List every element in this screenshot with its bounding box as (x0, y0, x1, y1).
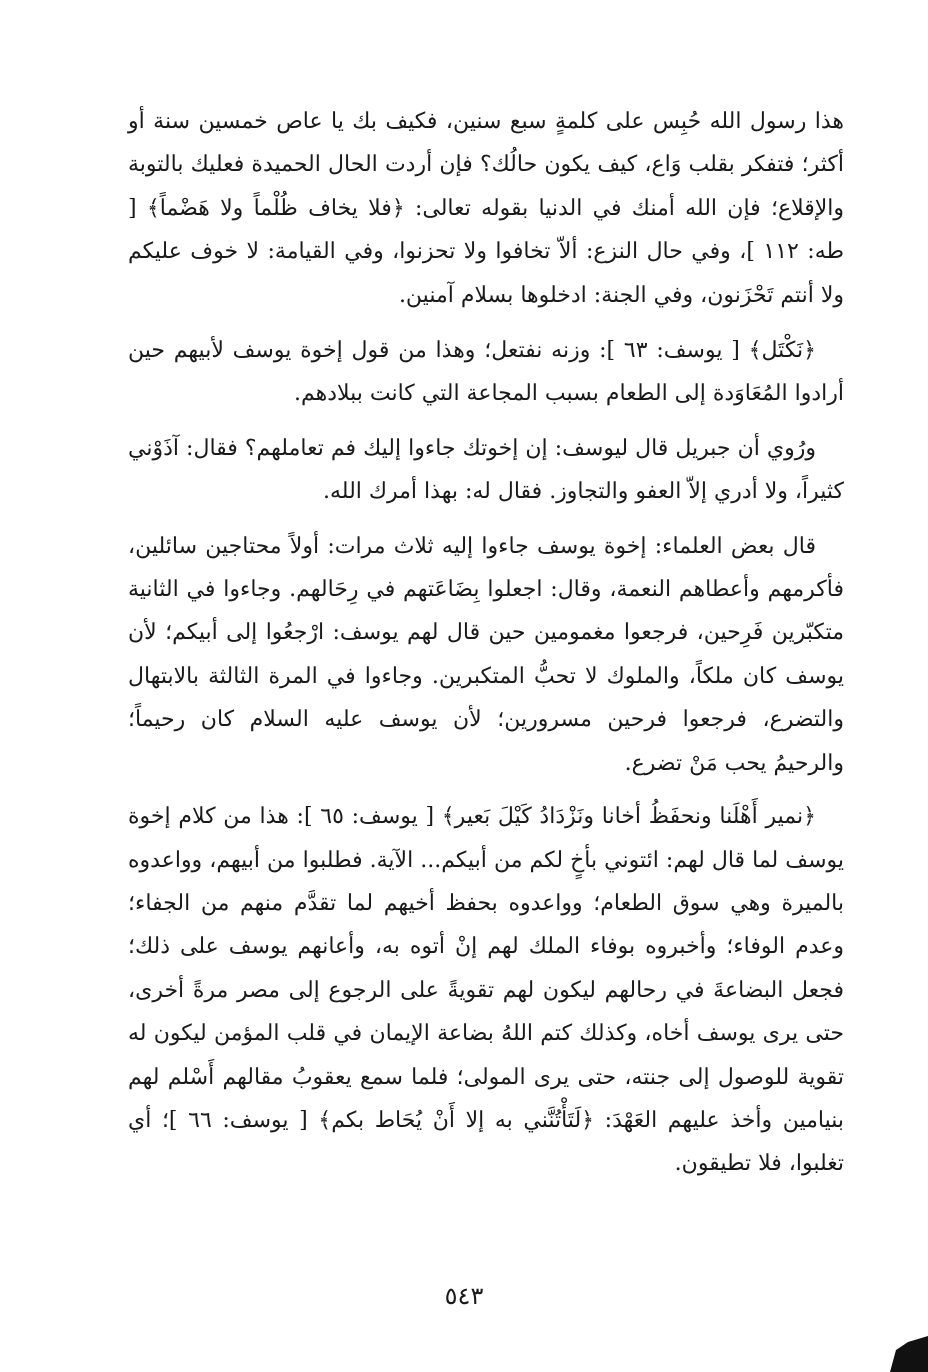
paragraph-1: هذا رسول الله حُبِس على كلمةٍ سبع سنين، فكيف بك يا عاص خمسين سنة أو أكثر؛ فتفكر بقلب وَاع، كيف يكون حالُك؟ فإن أردت الحال الحميدة فعليك بالتوبة والإقلاع؛ فإن الله أمنك في الدنيا بقوله تعالى: ﴿فلا يخاف ظُلْماً ولا هَضْماً﴾ [ طه: ١١٢ ]، وفي حال النزع: ألاّ تخافوا ولا تحزنوا، وفي القيامة: لا خوف عليكم ولا أنتم تَحْزَنون، وفي الجنة: ادخلوها بسلام آمنين. (128, 109, 844, 308)
page-body (128, 100, 844, 1186)
paragraph-3: ورُوي أن جبريل قال ليوسف: إن إخوتك جاءوا إليك فم تعاملهم؟ فقال: آذَوْني كثيراً، ولا أدري إلاّ العفو والتجاوز. فقال له: بهذا أمرك الله. (128, 435, 844, 505)
page-number: ٥٤٣ (444, 1282, 484, 1310)
paragraph-5: ﴿نمير أَهْلَنا ونحفَظُ أخانا ونَزْدَادُ كَيْلَ بَعير﴾ [ يوسف: ٦٥ ]: هذا من كلام إخوة يوسف لما قال لهم: ائتوني بأخٍ لكم من أبيكم... الآية. فطلبوا من أبيهم، وواعدوه بالميرة وهي سوق الطعام؛ وواعدوه بحفظ أخيهم لما تقدَّم منهم من الجفاء؛ وعدم الوفاء؛ وأخبروه بوفاء الملك لهم إنْ أتوه به، وأعانهم يوسف على ذلك؛ فجعل البضاعةَ في رحالهم ليكون لهم تقويةً على الرجوع إلى مصر مرةً أخرى، حتى يرى يوسف أخاه، وكذلك كتم اللهُ بضاعة الإيمان في قلب المؤمن ليكون له تقوية للوصول إلى جنته، حتى يرى المولى؛ فلما سمع يعقوبُ مقالهم أَسْلم لهم بنيامين وأخذ عليهم العَهْدَ: ﴿لَتَأْتُنَّني به إلا أَنْ يُحَاط بكم﴾ [ يوسف: ٦٦ ]؛ أي تغلبوا، فلا تطيقون. (128, 804, 844, 1177)
paragraph-4: قال بعض العلماء: إخوة يوسف جاءوا إليه ثلاث مرات: أولاً محتاجين سائلين، فأكرمهم وأعطاهم النعمة، وقال: اجعلوا بِضَاعَتهم في رِحَالهم. وجاءوا في الثانية متكبّرين فَرِحين، فرجعوا مغمومين حين قال لهم يوسف: ارْجعُوا إلى أبيكم؛ لأن يوسف كان ملكاً، والملوك لا تحبُّ المتكبرين. وجاءوا في المرة الثالثة بالابتهال والتضرع، فرجعوا فرحين مسرورين؛ لأن يوسف عليه السلام كان رحيماً؛ والرحيمُ يحب مَنْ تضرع. (128, 533, 844, 776)
scan-corner-mark (882, 1332, 928, 1372)
paragraph-2: ﴿نَكْتَل﴾ [ يوسف: ٦٣ ]: وزنه نفتعل؛ وهذا من قول إخوة يوسف لأبيهم حين أرادوا المُعَاوَدة إلى الطعام بسبب المجاعة التي كانت ببلادهم. (128, 338, 844, 407)
